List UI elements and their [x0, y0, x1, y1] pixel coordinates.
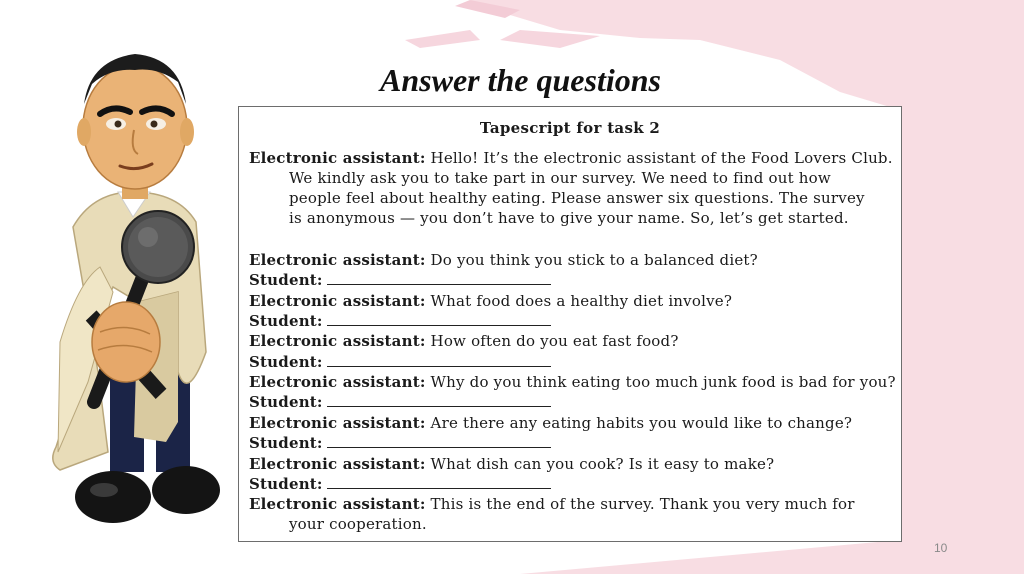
answer-line: [249, 433, 551, 453]
question-text: Why do you think eating too much junk food is bad for you?: [430, 373, 896, 391]
answer-line: [249, 311, 551, 331]
answer-blank[interactable]: [327, 433, 551, 448]
answer-line: [249, 474, 551, 494]
answer-line: [249, 392, 551, 412]
student-label: Student:: [249, 475, 323, 493]
closing-line-1: [249, 494, 855, 514]
answer-line: [249, 270, 551, 290]
intro-text-line: Hello! It’s the electronic assistant of the Food Lovers Club.: [430, 149, 893, 167]
question-text: What dish can you cook? Is it easy to make?: [430, 455, 775, 473]
question-line: [249, 250, 758, 270]
intro-line-1: [249, 148, 893, 168]
answer-blank[interactable]: [327, 311, 551, 326]
answer-blank[interactable]: [327, 270, 551, 285]
speaker-label: Electronic assistant:: [249, 373, 426, 391]
answer-blank[interactable]: [327, 352, 551, 367]
answer-line: [249, 352, 551, 372]
question-text: How often do you eat fast food?: [430, 332, 679, 350]
student-label: Student:: [249, 393, 323, 411]
closing-text-line: This is the end of the survey. Thank you very much for: [430, 495, 855, 513]
student-label: Student:: [249, 353, 323, 371]
question-line: [249, 454, 774, 474]
question-line: [249, 413, 852, 433]
closing-text-line: your cooperation.: [289, 515, 427, 533]
question-line: [249, 291, 732, 311]
question-text: Do you think you stick to a balanced diet?: [430, 251, 758, 269]
answer-blank[interactable]: [327, 474, 551, 489]
tapescript-document: [238, 106, 902, 542]
page-number: 10: [934, 541, 948, 555]
speaker-label: Electronic assistant:: [249, 292, 426, 310]
answer-blank[interactable]: [327, 392, 551, 407]
student-label: Student:: [249, 271, 323, 289]
intro-text-line: We kindly ask you to take part in our survey. We need to find out how: [289, 169, 831, 187]
question-text: What food does a healthy diet involve?: [430, 292, 733, 310]
speaker-label: Electronic assistant:: [249, 455, 426, 473]
document-title: Tapescript for task 2: [479, 119, 661, 137]
question-line: [249, 372, 896, 392]
speaker-label: Electronic assistant:: [249, 414, 426, 432]
reporter-character-illustration: [38, 42, 228, 527]
speaker-label: Electronic assistant:: [249, 495, 426, 513]
student-label: Student:: [249, 434, 323, 452]
question-line: [249, 331, 679, 351]
question-text: Are there any eating habits you would like to change?: [430, 414, 853, 432]
speaker-label: Electronic assistant:: [249, 149, 426, 167]
intro-text-line: is anonymous — you don’t have to give your name. So, let’s get started.: [289, 209, 849, 227]
speaker-label: Electronic assistant:: [249, 251, 426, 269]
speaker-label: Electronic assistant:: [249, 332, 426, 350]
slide-title: Answer the questions: [380, 62, 661, 98]
intro-text-line: people feel about healthy eating. Please answer six questions. The survey: [289, 189, 865, 207]
student-label: Student:: [249, 312, 323, 330]
